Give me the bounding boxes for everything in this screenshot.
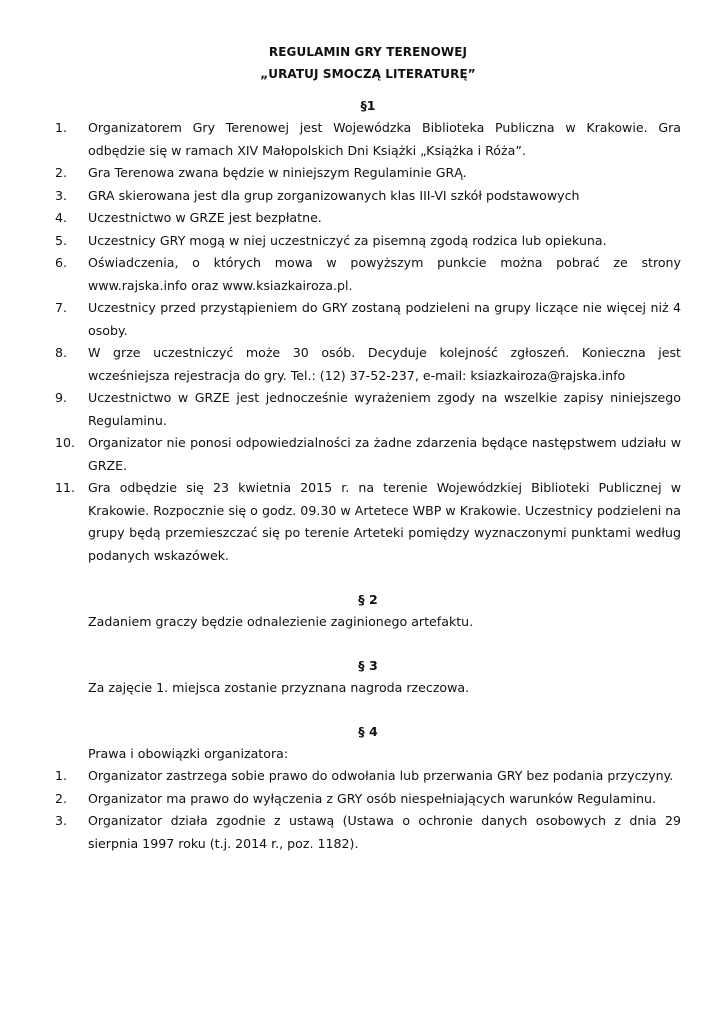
section-heading: § 3 (358, 658, 378, 673)
section-4-list (55, 765, 681, 855)
section-1 (55, 95, 681, 567)
list-item: 10. Organizator nie ponosi odpowiedzialności za żadne zdarzenia będące następstwem udziału w GRZE. (55, 435, 681, 473)
list-item: 1. Organizator zastrzega sobie prawo do odwołania lub przerwania GRY bez podania przyczyny. (55, 768, 674, 783)
list-item: 1. Organizatorem Gry Terenowej jest Wojewódzka Biblioteka Publiczna w Krakowie. Gra odbędzie się w ramach XIV Małopolskich Dni Książki „Książka i Róża”. (55, 120, 681, 158)
section-4-intro: Prawa i obowiązki organizatora: (88, 746, 289, 761)
list-item: 5. Uczestnicy GRY mogą w niej uczestniczyć za pisemną zgodą rodzica lub opiekuna. (55, 232, 607, 248)
section-2 (55, 589, 681, 633)
list-item: 7. Uczestnicy przed przystąpieniem do GRY zostaną podzieleni na grupy liczące nie więcej niż 4 osoby. (55, 300, 681, 338)
list-item: 9. Uczestnictwo w GRZE jest jednocześnie wyrażeniem zgody na wszelkie zapisy niniejszego Regulaminu. (55, 390, 681, 428)
section-3-text: Za zajęcie 1. miejsca zostanie przyznana nagroda rzeczowa. (88, 680, 470, 695)
title-line-2: „URATUJ SMOCZĄ LITERATURĘ” (260, 67, 476, 81)
list-item: 3. GRA skierowana jest dla grup zorganizowanych klas III-VI szkół podstawowych (55, 187, 580, 203)
section-heading: § 4 (358, 724, 378, 739)
list-item: 11. Gra odbędzie się 23 kwietnia 2015 r. na terenie Wojewódzkiej Biblioteki Publicznej w Krakowie. Rozpocznie się o godz. 09.30 w Artetece WBP w Krakowie. Uczestnicy podzieleni na grupy będą przemieszczać się po terenie Arteteki pomiędzy wyznaczonymi punktami według podanych wskazówek. (55, 480, 681, 563)
list-item: 2. Gra Terenowa zwana będzie w niniejszym Regulaminie GRĄ. (55, 165, 467, 180)
section-3 (55, 655, 681, 699)
section-heading: § 2 (358, 592, 378, 607)
list-item: 4. Uczestnictwo w GRZE jest bezpłatne. (55, 210, 322, 225)
section-4 (55, 721, 681, 855)
section-1-list (55, 117, 681, 567)
title-line-1: REGULAMIN GRY TERENOWEJ (268, 45, 468, 59)
document-title (55, 41, 681, 85)
list-item: 2. Organizator ma prawo do wyłączenia z GRY osób niespełniających warunków Regulaminu. (55, 790, 656, 806)
list-item: 3. Organizator działa zgodnie z ustawą (Ustawa o ochronie danych osobowych z dnia 29 sierpnia 1997 roku (t.j. 2014 r., poz. 1182). (55, 813, 681, 851)
list-item: 8. W grze uczestniczyć może 30 osób. Decyduje kolejność zgłoszeń. Konieczna jest wcześniejsza rejestracja do gry. Tel.: (12) 37-52-237, e-mail: ksiazkairoza@rajska.info (55, 345, 681, 383)
section-2-text: Zadaniem graczy będzie odnalezienie zaginionego artefaktu. (88, 614, 474, 629)
list-item: 6. Oświadczenia, o których mowa w powyższym punkcie można pobrać ze strony www.rajska.info oraz www.ksiazkairoza.pl. (55, 255, 681, 293)
section-heading: §1 (360, 98, 376, 113)
